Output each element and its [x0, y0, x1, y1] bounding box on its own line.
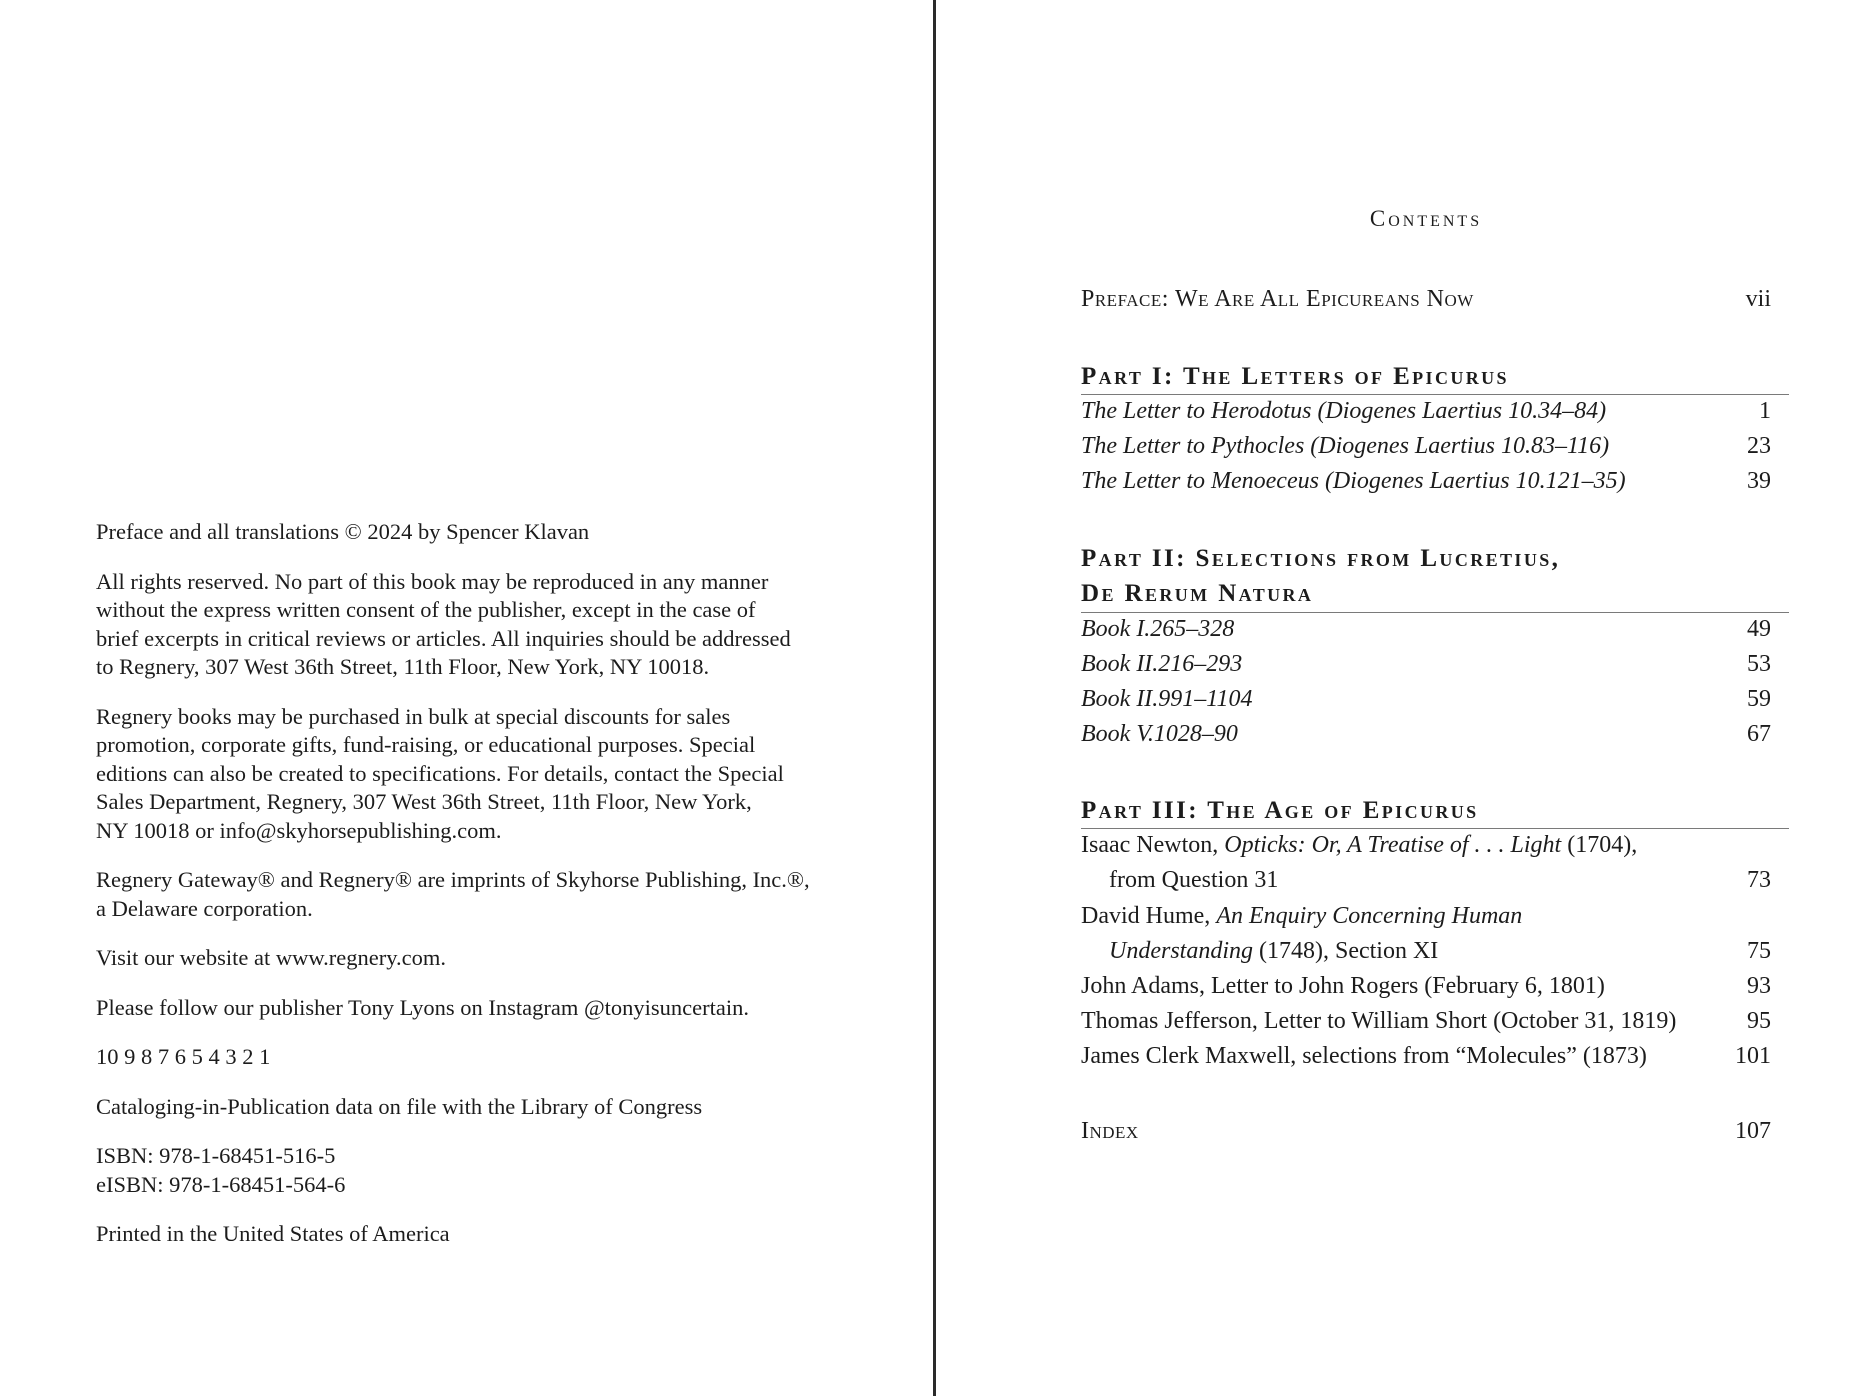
text-line: to Regnery, 307 West 36th Street, 11th Floor, New York, NY 10018.: [96, 654, 710, 679]
page-number: 23: [1747, 433, 1771, 459]
toc-entry[interactable]: [1081, 973, 1771, 1000]
toc-entry[interactable]: [1081, 1043, 1771, 1070]
page-number: 93: [1747, 973, 1771, 999]
page-number: 59: [1747, 686, 1771, 712]
entry-title: James Clerk Maxwell, selections from “Molecules” (1873): [1081, 1043, 1647, 1069]
entry-title: The Letter to Menoeceus (Diogenes Laertius 10.121–35): [1081, 468, 1626, 494]
page-number: 107: [1735, 1118, 1771, 1144]
isbn: ISBN: 978-1-68451-516-5: [96, 1143, 336, 1168]
bulk-sales-paragraph: [96, 703, 816, 846]
page-number: vii: [1745, 286, 1771, 312]
printed-line: Printed in the United States of America: [96, 1221, 450, 1246]
contents-page: [938, 0, 1862, 1396]
page-number: 53: [1747, 651, 1771, 677]
toc-entry[interactable]: [1081, 651, 1771, 678]
isbn-block: [96, 1142, 816, 1199]
part-2-heading: [1081, 541, 1789, 611]
entry-title: Thomas Jefferson, Letter to William Short (October 31, 1819): [1081, 1008, 1677, 1034]
instagram-line: Please follow our publisher Tony Lyons on Instagram @tonyisuncertain.: [96, 994, 750, 1020]
entry-continuation: [1081, 867, 1771, 894]
text-line: editions can also be created to specifications. For details, contact the Special: [96, 760, 784, 786]
entry-title: Book II.991–1104: [1081, 686, 1253, 712]
toc-entry[interactable]: [1081, 398, 1771, 425]
toc-entry-index[interactable]: [1081, 1118, 1771, 1145]
toc-entry-preface[interactable]: [1081, 286, 1771, 313]
entry-title: The Letter to Herodotus (Diogenes Laertius 10.34–84): [1081, 398, 1607, 424]
entry-title: [1081, 938, 1438, 965]
toc-entry[interactable]: [1081, 433, 1771, 460]
entry-title: from Question 31: [1109, 867, 1279, 893]
part-3-rule: [1081, 828, 1789, 829]
page-number: 75: [1747, 938, 1771, 964]
page-number: 49: [1747, 616, 1771, 642]
text-line: Sales Department, Regnery, 307 West 36th Street, 11th Floor, New York,: [96, 789, 752, 814]
text-line: a Delaware corporation.: [96, 895, 313, 921]
contents-title: Contents: [1369, 206, 1483, 231]
text-line: promotion, corporate gifts, fund-raising, or educational purposes. Special: [96, 732, 756, 757]
part-3-heading: Part III: The Age of Epicurus: [1081, 797, 1479, 824]
part-1-heading: Part I: The Letters of Epicurus: [1081, 363, 1509, 390]
text-line: Regnery Gateway® and Regnery® are imprints of Skyhorse Publishing, Inc.®,: [96, 867, 810, 892]
entry-title: Book V.1028–90: [1081, 721, 1238, 747]
entry-author: David Hume,: [1081, 903, 1217, 929]
entry-rest: (1748), Section XI: [1253, 938, 1439, 964]
entry-title: Preface: We Are All Epicureans Now: [1081, 286, 1474, 312]
page-number: 101: [1735, 1043, 1771, 1069]
entry-work: Opticks: Or, A Treatise of . . . Light: [1224, 832, 1562, 858]
entry-title-line: [1081, 903, 1522, 930]
entry-title: Index: [1081, 1118, 1139, 1144]
cip-line: Cataloging-in-Publication data on file with the Library of Congress: [96, 1093, 703, 1119]
text-line: All rights reserved. No part of this book may be reproduced in any manner: [96, 568, 769, 594]
page-number: 39: [1747, 468, 1771, 494]
entry-work: Understanding: [1109, 938, 1253, 964]
page-number: 67: [1747, 721, 1771, 747]
entry-author: Isaac Newton,: [1081, 832, 1225, 858]
toc-entry[interactable]: [1081, 686, 1771, 713]
rights-paragraph: [96, 568, 816, 682]
eisbn: eISBN: 978-1-68451-564-6: [96, 1171, 346, 1197]
part-2-rule: [1081, 612, 1789, 613]
page-number: 73: [1747, 867, 1771, 893]
entry-title-line: [1081, 832, 1637, 859]
entry-title: John Adams, Letter to John Rogers (February 6, 1801): [1081, 973, 1605, 999]
toc-entry[interactable]: [1081, 616, 1771, 643]
toc-entry[interactable]: [1081, 1008, 1771, 1035]
text-line: NY 10018 or info@skyhorsepublishing.com.: [96, 817, 502, 843]
text-line: brief excerpts in critical reviews or articles. All inquiries should be addressed: [96, 625, 791, 651]
page-number: 95: [1747, 1008, 1771, 1034]
text-line: without the express written consent of the publisher, except in the case of: [96, 597, 756, 622]
toc-entry[interactable]: [1081, 721, 1771, 748]
website-line: Visit our website at www.regnery.com.: [96, 945, 447, 970]
heading-line: De Rerum Natura: [1081, 580, 1314, 607]
entry-rest: (1704),: [1561, 832, 1638, 858]
page-gutter-divider: [933, 0, 936, 1396]
entry-title: The Letter to Pythocles (Diogenes Laertius 10.83–116): [1081, 433, 1610, 459]
entry-title: Book I.265–328: [1081, 616, 1235, 642]
page-number: 1: [1759, 398, 1771, 424]
copyright-text-block: [96, 518, 816, 1270]
text-line: Regnery books may be purchased in bulk at special discounts for sales: [96, 703, 731, 729]
printing-line: 10 9 8 7 6 5 4 3 2 1: [96, 1044, 271, 1069]
heading-line: Part II: Selections from Lucretius,: [1081, 545, 1561, 572]
part-1-rule: [1081, 394, 1789, 395]
toc-entry[interactable]: [1081, 468, 1771, 495]
imprint-paragraph: [96, 866, 816, 923]
entry-work: An Enquiry Concerning Human: [1216, 903, 1523, 929]
entry-continuation: [1081, 938, 1771, 965]
translation-credit: Preface and all translations © 2024 by Spencer Klavan: [96, 519, 590, 544]
entry-title: Book II.216–293: [1081, 651, 1243, 677]
